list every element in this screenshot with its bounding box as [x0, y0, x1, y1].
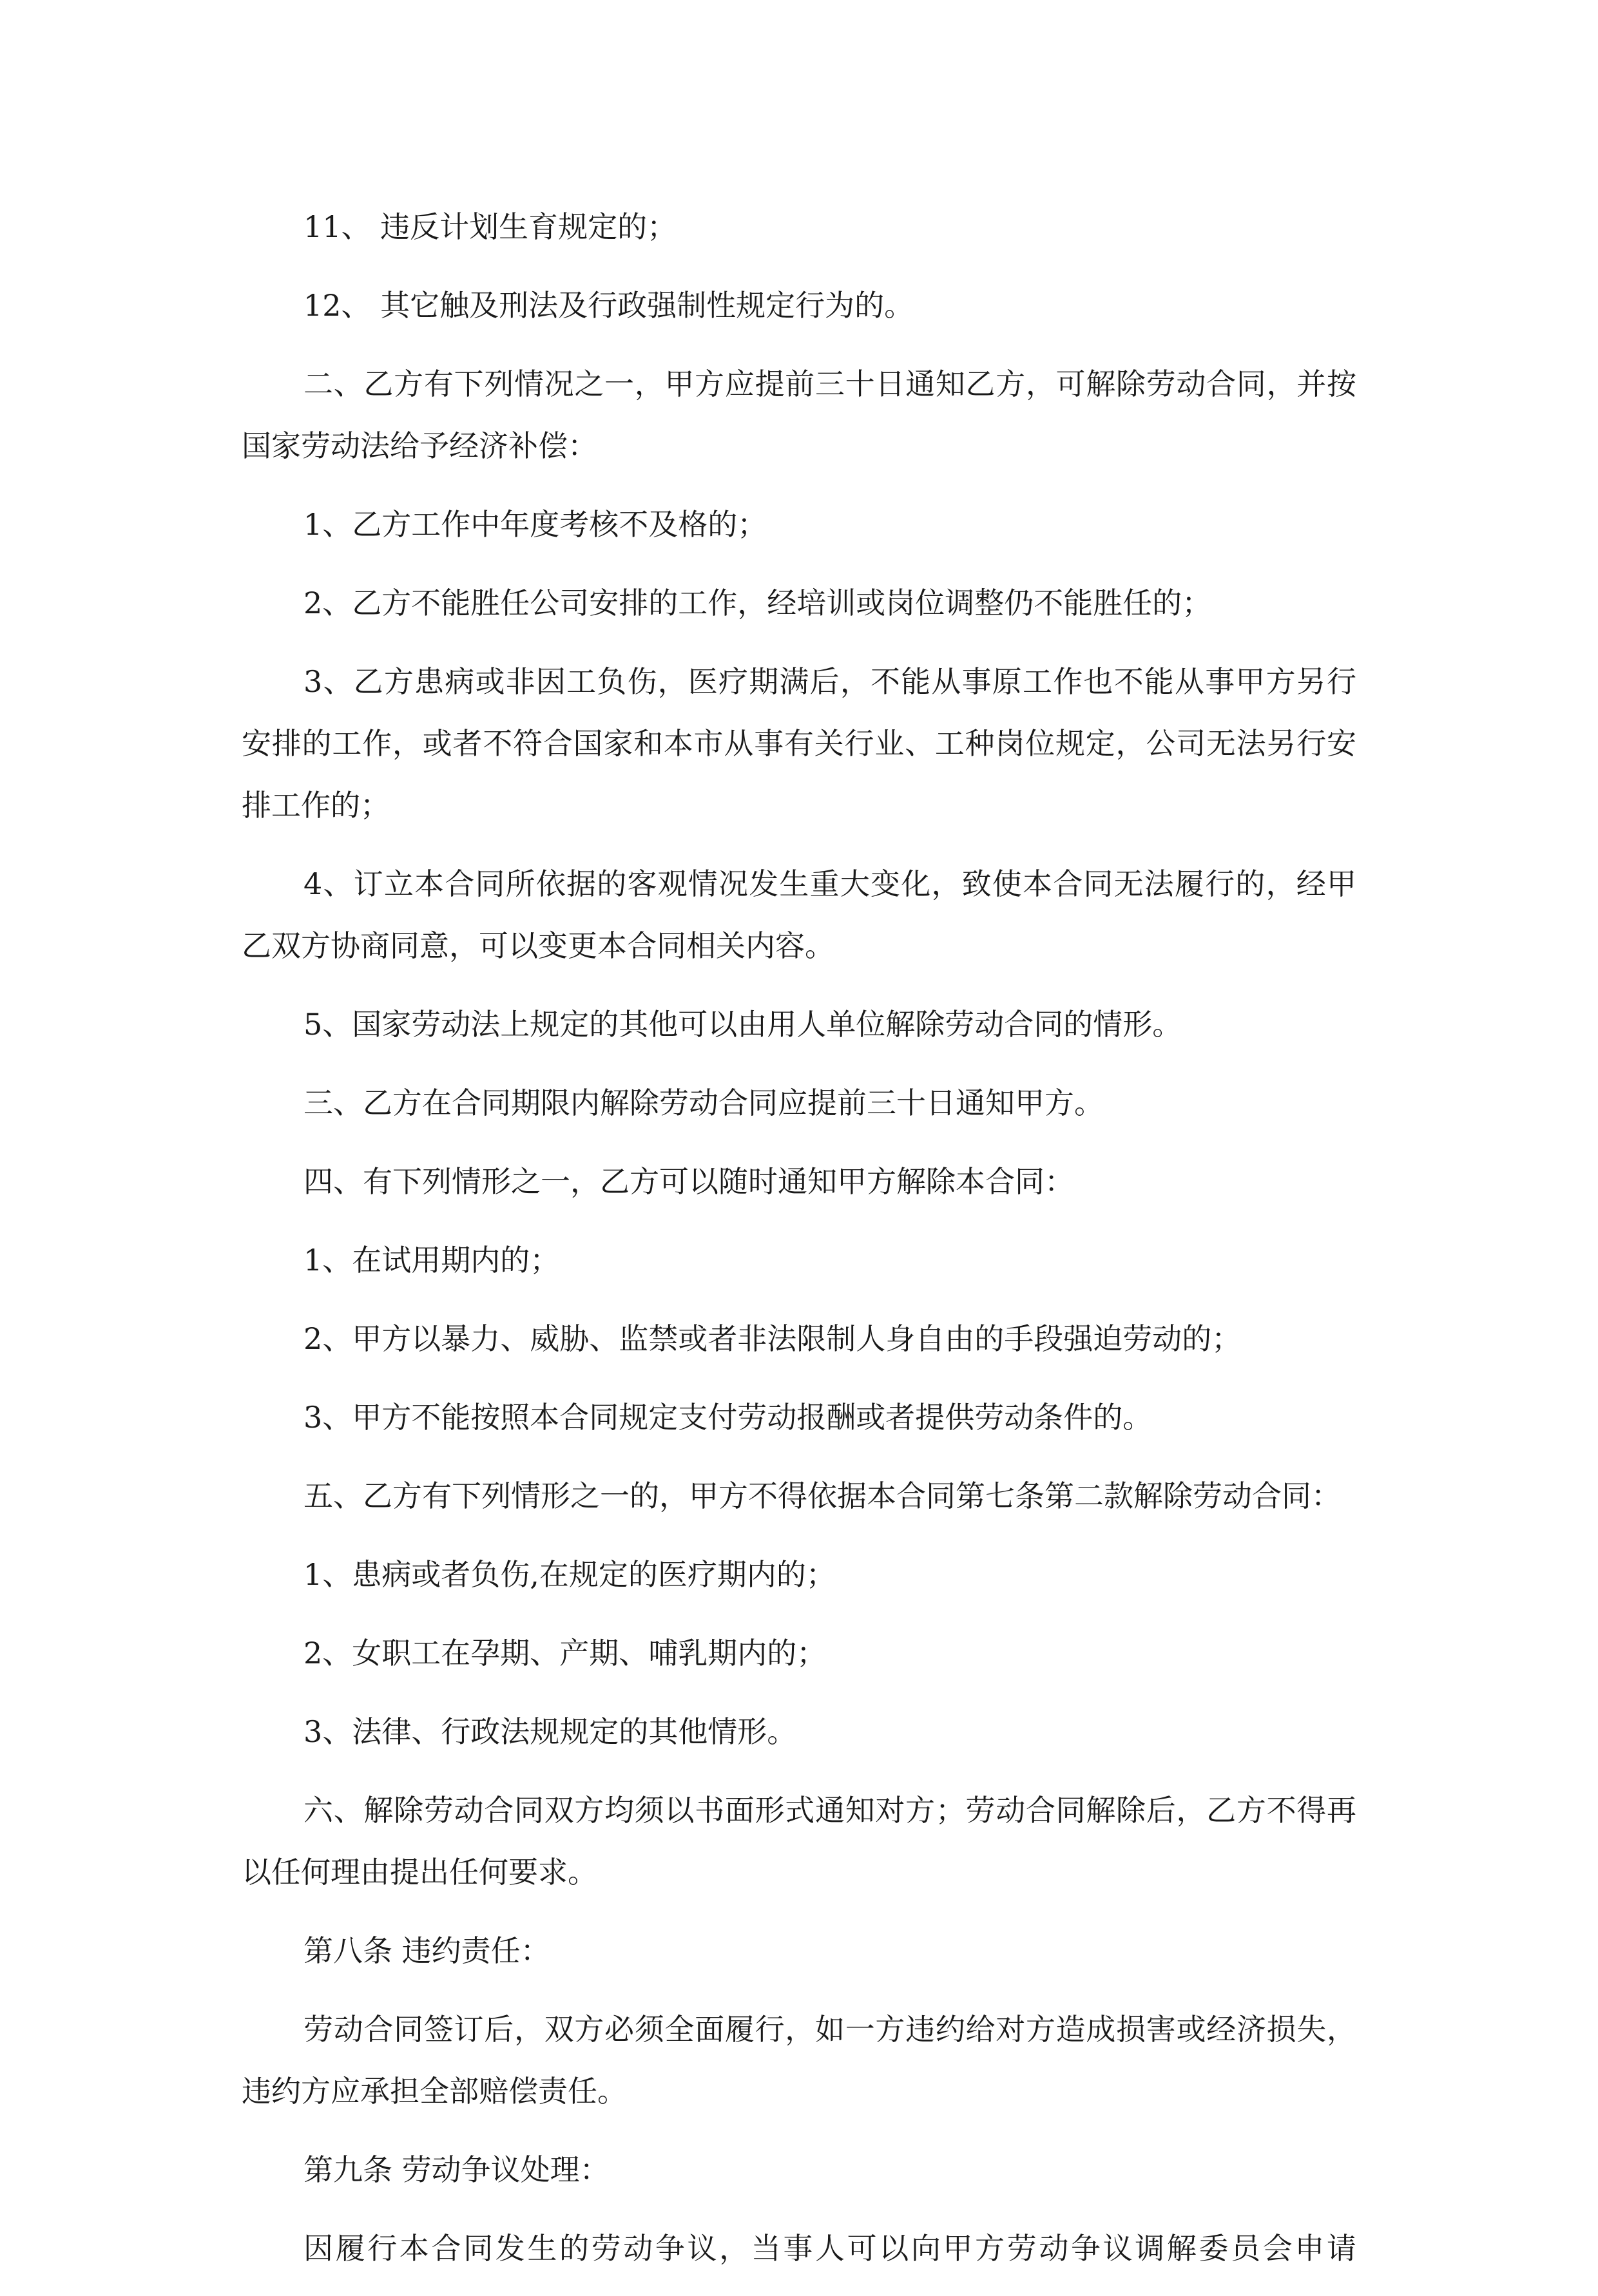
section-two-item-4: 4、订立本合同所依据的客观情况发生重大变化，致使本合同无法履行的，经甲乙双方协商同意，可以变更本合同相关内容。	[242, 866, 1356, 963]
section-five-item-1: 1、患病或者负伤,在规定的医疗期内的；	[303, 1557, 836, 1592]
section-six: 六、解除劳动合同双方均须以书面形式通知对方；劳动合同解除后，乙方不得再以任何理由提出任何要求。	[242, 1793, 1356, 1889]
contract-body	[242, 196, 1356, 2296]
section-two-item-2: 2、乙方不能胜任公司安排的工作，经培训或岗位调整仍不能胜任的；	[303, 586, 1212, 620]
section-two-item-1: 1、乙方工作中年度考核不及格的；	[303, 507, 767, 542]
section-three: 三、乙方在合同期限内解除劳动合同应提前三十日通知甲方。	[303, 1086, 1104, 1120]
section-five-heading: 五、乙方有下列情形之一的，甲方不得依据本合同第七条第二款解除劳动合同：	[303, 1478, 1341, 1513]
section-four-heading: 四、有下列情形之一，乙方可以随时通知甲方解除本合同：	[303, 1164, 1074, 1199]
section-four-item-2: 2、甲方以暴力、威胁、监禁或者非法限制人身自由的手段强迫劳动的；	[303, 1321, 1242, 1356]
article-eight-heading: 第八条 违约责任：	[303, 1933, 550, 1968]
article-nine-body: 因履行本合同发生的劳动争议，当事人可以向甲方劳动争议调解委员会申请	[303, 2231, 1356, 2266]
article-nine-heading: 第九条 劳动争议处理：	[303, 2152, 610, 2187]
section-four-item-1: 1、在试用期内的；	[303, 1243, 560, 1277]
section-four-item-3: 3、甲方不能按照本合同规定支付劳动报酬或者提供劳动条件的。	[303, 1400, 1153, 1435]
section-five-item-3: 3、法律、行政法规规定的其他情形。	[303, 1714, 797, 1749]
section-two-heading: 二、乙方有下列情况之一，甲方应提前三十日通知乙方，可解除劳动合同，并按国家劳动法给予经济补偿：	[242, 367, 1356, 463]
clause-item-11: 11、 违反计划生育规定的；	[303, 209, 677, 244]
section-two-item-3: 3、乙方患病或非因工负伤，医疗期满后，不能从事原工作也不能从事甲方另行安排的工作，或者不符合国家和本市从事有关行业、工种岗位规定，公司无法另行安排工作的；	[242, 664, 1356, 823]
article-eight-body: 劳动合同签订后，双方必须全面履行，如一方违约给对方造成损害或经济损失，违约方应承担全部赔偿责任。	[242, 2012, 1356, 2109]
section-five-item-2: 2、女职工在孕期、产期、哺乳期内的；	[303, 1636, 827, 1670]
section-two-item-5: 5、国家劳动法上规定的其他可以由用人单位解除劳动合同的情形。	[303, 1007, 1182, 1042]
clause-item-12: 12、 其它触及刑法及行政强制性规定行为的。	[303, 288, 914, 323]
